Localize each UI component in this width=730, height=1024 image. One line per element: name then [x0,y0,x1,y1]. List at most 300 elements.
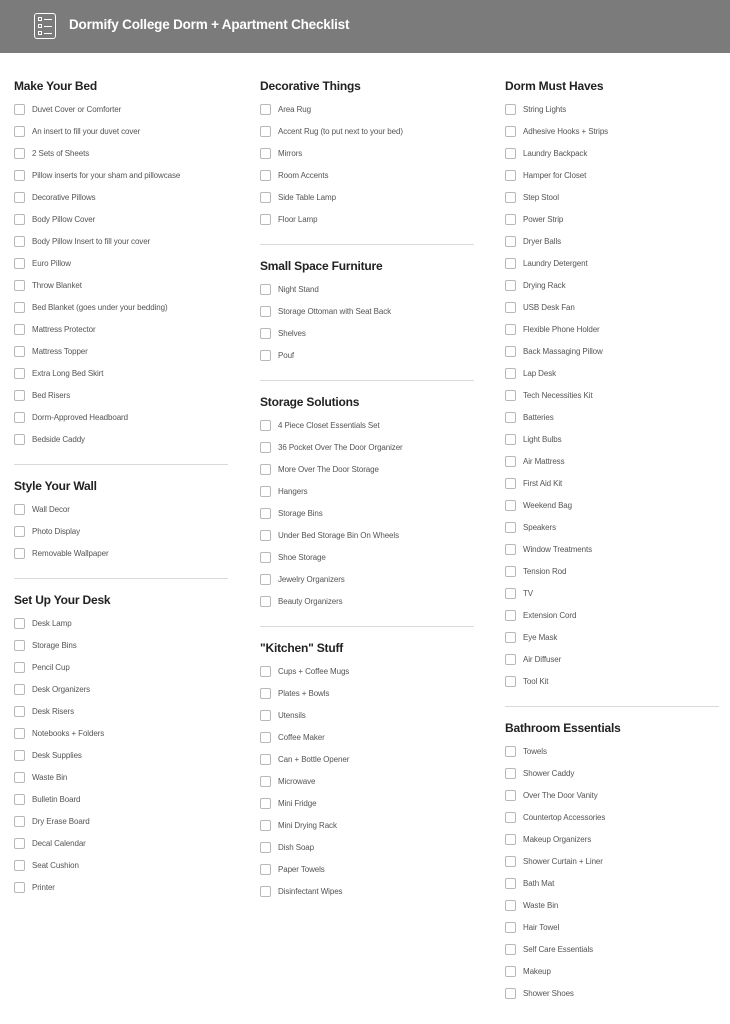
checklist-item[interactable] [14,366,103,380]
section-title-decorative-things: Decorative Things [260,79,361,93]
checklist-item[interactable] [505,744,547,758]
checklist-item[interactable] [505,586,533,600]
checklist-item[interactable] [260,550,326,564]
checklist-item[interactable] [260,840,314,854]
checklist-item[interactable] [260,818,337,832]
checkbox[interactable] [505,346,516,357]
checklist-item-label: String Lights [523,104,567,114]
checklist-item[interactable] [505,766,574,780]
checkbox[interactable] [505,768,516,779]
checkbox[interactable] [14,104,25,115]
checklist-item-label: Makeup [523,966,551,976]
checklist-item[interactable] [505,564,566,578]
checkbox[interactable] [14,390,25,401]
checklist-item-label: Shower Caddy [523,768,575,778]
checkbox[interactable] [505,214,516,225]
page-title: Dormify College Dorm + Apartment Checklist [69,17,350,32]
checkbox[interactable] [14,170,25,181]
section-divider [14,578,228,579]
checklist-item[interactable] [260,708,306,722]
checkbox[interactable] [260,596,271,607]
checklist-item-label: Eye Mask [523,632,558,642]
checkbox[interactable] [505,878,516,889]
checkbox[interactable] [14,302,25,313]
checklist-item-label: Batteries [523,412,554,422]
checklist-item[interactable] [14,682,90,696]
checklist-item[interactable] [260,506,323,520]
checklist-item-label: Seat Cushion [32,860,79,870]
checklist-item[interactable] [505,234,561,248]
checklist-item[interactable] [505,898,558,912]
checklist-item[interactable] [260,686,329,700]
checklist-item-label: Desk Organizers [32,684,91,694]
checklist-item[interactable] [260,190,336,204]
checklist-item[interactable] [14,748,82,762]
checklist-item[interactable] [505,942,593,956]
checklist-item[interactable] [14,146,89,160]
checklist-item-label: Adhesive Hooks + Strips [523,126,609,136]
checklist-item-label: Window Treatments [523,544,592,554]
checklist-item-label: Self Care Essentials [523,944,594,954]
checkbox[interactable] [505,944,516,955]
checklist-item[interactable] [505,300,575,314]
checklist-item-label: Back Massaging Pillow [523,346,603,356]
checkbox[interactable] [260,328,271,339]
checkbox[interactable] [260,420,271,431]
checklist-item[interactable] [505,810,605,824]
checkbox[interactable] [505,280,516,291]
checklist-item[interactable] [14,300,168,314]
checklist-item-label: Laundry Backpack [523,148,588,158]
checklist-item-label: Beauty Organizers [278,596,343,606]
checklist-item-label: Mattress Protector [32,324,96,334]
checklist-item[interactable] [14,502,70,516]
checklist-item-label: An insert to fill your duvet cover [32,126,141,136]
checklist-item-label: Laundry Detergent [523,258,588,268]
checklist-item[interactable] [505,388,593,402]
checklist-item-label: Pouf [278,350,295,360]
checkbox[interactable] [14,728,25,739]
checkbox[interactable] [14,214,25,225]
checklist-item[interactable] [505,454,564,468]
checkbox[interactable] [260,754,271,765]
checklist-item-label: Room Accents [278,170,329,180]
checklist-item[interactable] [14,880,55,894]
section-title-kitchen-stuff: "Kitchen" Stuff [260,641,344,655]
checklist-item[interactable] [14,212,95,226]
checkbox[interactable] [14,706,25,717]
section-title-dorm-must-haves: Dorm Must Haves [505,79,604,93]
checklist-item[interactable] [505,674,548,688]
checklist-item-label: 4 Piece Closet Essentials Set [278,420,380,430]
checklist-item[interactable] [14,726,104,740]
checklist-item-label: Area Rug [278,104,311,114]
checklist-item-label: Throw Blanket [32,280,82,290]
checkbox[interactable] [14,640,25,651]
checklist-item-label: Bulletin Board [32,794,81,804]
checklist-item-label: Dryer Balls [523,236,562,246]
checkbox[interactable] [14,618,25,629]
checkbox[interactable] [505,236,516,247]
checklist-item[interactable] [14,256,71,270]
checkbox[interactable] [505,104,516,115]
checklist-item-label: Bedside Caddy [32,434,85,444]
checkbox[interactable] [505,148,516,159]
checklist-item[interactable] [260,282,319,296]
checkbox[interactable] [505,478,516,489]
checklist-item-label: Printer [32,882,55,892]
checklist-item-label: First Aid Kit [523,478,563,488]
checkbox[interactable] [14,684,25,695]
checkbox[interactable] [260,284,271,295]
checklist-item[interactable] [505,520,556,534]
checklist-item[interactable] [14,836,86,850]
checkbox[interactable] [505,192,516,203]
checklist-item-label: Light Bulbs [523,434,562,444]
checklist-item-label: Step Stool [523,192,559,202]
checklist-item[interactable] [505,146,587,160]
checkbox[interactable] [260,192,271,203]
checklist-item-label: Shelves [278,328,306,338]
checklist-item[interactable] [505,344,603,358]
checkbox[interactable] [505,988,516,999]
checklist-item[interactable] [505,476,562,490]
checkbox[interactable] [14,148,25,159]
checklist-item-label: Mini Fridge [278,798,317,808]
checkbox[interactable] [505,258,516,269]
checkbox[interactable] [505,456,516,467]
checklist-item-label: Tension Rod [523,566,567,576]
checkbox[interactable] [14,662,25,673]
checklist-item-label: Pillow inserts for your sham and pillowcase [32,170,181,180]
checklist-item[interactable] [260,418,380,432]
checklist-item-label: More Over The Door Storage [278,464,379,474]
checkbox[interactable] [505,654,516,665]
checkbox[interactable] [260,820,271,831]
checkbox[interactable] [14,236,25,247]
checklist-item[interactable] [260,730,325,744]
checkbox[interactable] [14,434,25,445]
checkbox[interactable] [14,772,25,783]
checkbox[interactable] [14,324,25,335]
checkbox[interactable] [505,632,516,643]
checklist-item-label: Bed Blanket (goes under your bedding) [32,302,168,312]
checkbox[interactable] [14,368,25,379]
checkbox[interactable] [260,688,271,699]
checkbox[interactable] [14,838,25,849]
section-title-style-your-wall: Style Your Wall [14,479,97,493]
checklist-item[interactable] [14,524,80,538]
checklist-item-label: Coffee Maker [278,732,325,742]
checkbox[interactable] [505,544,516,555]
checklist-item[interactable] [260,484,308,498]
checkbox[interactable] [260,508,271,519]
checklist-item[interactable] [14,234,150,248]
checkbox[interactable] [260,710,271,721]
checklist-item-label: Microwave [278,776,316,786]
checkbox[interactable] [14,346,25,357]
checklist-item-label: Hamper for Closet [523,170,587,180]
checkbox[interactable] [505,500,516,511]
checkbox[interactable] [505,900,516,911]
checklist-item-label: Countertop Accessories [523,812,606,822]
checkbox[interactable] [260,464,271,475]
checkbox[interactable] [260,104,271,115]
checklist-item[interactable] [14,660,70,674]
checklist-item[interactable] [260,348,294,362]
checklist-item-label: Night Stand [278,284,319,294]
checklist-item[interactable] [14,704,74,718]
checkbox[interactable] [260,350,271,361]
checkbox[interactable] [505,302,516,313]
checklist-item[interactable] [14,792,80,806]
checklist-item[interactable] [505,608,576,622]
checklist-item[interactable] [260,796,316,810]
checkbox[interactable] [505,368,516,379]
checklist-item[interactable] [14,814,90,828]
section-title-make-your-bed: Make Your Bed [14,79,97,93]
checkbox[interactable] [505,126,516,137]
checkbox[interactable] [505,588,516,599]
checklist-item-label: Weekend Bag [523,500,573,510]
checklist-item-label: Storage Bins [32,640,77,650]
checkbox[interactable] [260,126,271,137]
checklist-item[interactable] [505,278,565,292]
checklist-item-label: Desk Supplies [32,750,82,760]
checkbox[interactable] [505,324,516,335]
checklist-item-label: Makeup Organizers [523,834,592,844]
checkbox[interactable] [260,886,271,897]
section-title-set-up-your-desk: Set Up Your Desk [14,593,111,607]
checklist-item-label: Bath Mat [523,878,555,888]
checkbox[interactable] [260,214,271,225]
checklist-item[interactable] [505,432,561,446]
checkbox[interactable] [505,566,516,577]
checklist-item[interactable] [505,190,559,204]
checklist-item[interactable] [14,344,88,358]
checklist-item[interactable] [505,652,561,666]
checklist-item[interactable] [260,594,343,608]
checklist-item-label: Shower Shoes [523,988,574,998]
checkbox[interactable] [260,552,271,563]
checklist-item-label: TV [523,588,534,598]
checklist-item-label: Speakers [523,522,556,532]
checkbox[interactable] [505,390,516,401]
section-divider [505,706,719,707]
checkbox[interactable] [260,864,271,875]
checkbox[interactable] [14,192,25,203]
checkbox[interactable] [505,676,516,687]
checkbox[interactable] [260,148,271,159]
checkbox[interactable] [260,306,271,317]
checklist-item-label: Floor Lamp [278,214,318,224]
checkbox[interactable] [260,842,271,853]
checkbox[interactable] [505,170,516,181]
checkbox[interactable] [14,860,25,871]
checklist-item-label: Hair Towel [523,922,560,932]
checklist-item-label: Hangers [278,486,308,496]
checklist-item[interactable] [505,256,588,270]
checklist-item[interactable] [260,774,315,788]
checklist-item[interactable] [505,212,563,226]
checkbox[interactable] [505,856,516,867]
checklist-item-label: Side Table Lamp [278,192,336,202]
checklist-item[interactable] [505,102,566,116]
checkbox[interactable] [260,666,271,677]
checklist-item[interactable] [14,858,79,872]
checkbox[interactable] [260,530,271,541]
checkbox[interactable] [260,776,271,787]
checklist-item[interactable] [260,862,325,876]
checklist-item[interactable] [505,410,554,424]
checklist-item[interactable] [260,440,403,454]
checklist-item[interactable] [14,168,180,182]
checkbox[interactable] [505,746,516,757]
checklist-item[interactable] [260,884,342,898]
checklist-item-label: Accent Rug (to put next to your bed) [278,126,403,136]
checklist-item-label: Waste Bin [32,772,68,782]
section-title-small-space-furniture: Small Space Furniture [260,259,383,273]
checklist-item[interactable] [505,124,608,138]
checklist-item-label: Pencil Cup [32,662,70,672]
checkbox[interactable] [14,882,25,893]
checklist-item-label: Paper Towels [278,864,325,874]
checklist-item[interactable] [505,366,556,380]
checklist-item-label: Removable Wallpaper [32,548,109,558]
checkbox[interactable] [505,610,516,621]
checklist-item-label: Euro Pillow [32,258,71,268]
checklist-item[interactable] [505,630,557,644]
checklist-item[interactable] [14,278,82,292]
checklist-item-label: Shower Curtain + Liner [523,856,603,866]
checklist-item[interactable] [260,212,317,226]
section-title-bathroom-essentials: Bathroom Essentials [505,721,621,735]
checkbox[interactable] [505,522,516,533]
checklist-item[interactable] [505,498,572,512]
checkbox[interactable] [14,258,25,269]
checklist-item-label: 36 Pocket Over The Door Organizer [278,442,403,452]
checkbox[interactable] [14,750,25,761]
checklist-item-label: Mirrors [278,148,303,158]
checklist-item[interactable] [260,124,403,138]
checklist-item[interactable] [260,102,311,116]
checklist-item-label: Flexible Phone Holder [523,324,600,334]
checkbox[interactable] [260,170,271,181]
checklist-item-label: Cups + Coffee Mugs [278,666,350,676]
section-divider [260,626,474,627]
checklist-item[interactable] [260,146,302,160]
checkbox[interactable] [14,526,25,537]
checklist-item-label: Towels [523,746,547,756]
checkbox[interactable] [260,442,271,453]
checklist-item[interactable] [14,432,85,446]
checklist-item-label: Mattress Topper [32,346,88,356]
checklist-item[interactable] [260,572,345,586]
checkbox[interactable] [260,574,271,585]
checklist-item-label: USB Desk Fan [523,302,575,312]
checklist-item-label: Tech Necessities Kit [523,390,593,400]
section-divider [260,244,474,245]
checklist-item-label: Wall Decor [32,504,70,514]
checkbox[interactable] [14,126,25,137]
checkbox[interactable] [14,504,25,515]
checklist-item-label: Lap Desk [523,368,556,378]
checkbox[interactable] [260,486,271,497]
checklist-item-label: Body Pillow Insert to fill your cover [32,236,151,246]
checklist-item-label: Power Strip [523,214,564,224]
checklist-item-label: Bed Risers [32,390,71,400]
checklist-item[interactable] [505,832,591,846]
checklist-item[interactable] [505,788,598,802]
checklist-item-label: Tool Kit [523,676,549,686]
checklist-item-label: Jewelry Organizers [278,574,345,584]
checkbox[interactable] [14,816,25,827]
checklist-item[interactable] [14,322,96,336]
checklist-item[interactable] [505,168,586,182]
checkbox[interactable] [505,812,516,823]
checklist-item-label: Desk Risers [32,706,75,716]
checkbox[interactable] [14,280,25,291]
checklist-item-label: Disinfectant Wipes [278,886,343,896]
checklist-item[interactable] [505,964,551,978]
checklist-item-label: Air Mattress [523,456,565,466]
checklist-item[interactable] [260,752,349,766]
checklist-item[interactable] [14,102,121,116]
checklist-item[interactable] [14,770,67,784]
checkbox[interactable] [505,790,516,801]
checklist-item[interactable] [505,854,603,868]
checklist-item[interactable] [14,124,140,138]
checkbox[interactable] [260,798,271,809]
checklist-item[interactable] [14,638,77,652]
checklist-item[interactable] [260,168,328,182]
checklist-item[interactable] [14,388,70,402]
checklist-item-label: Over The Door Vanity [523,790,598,800]
checklist-item-label: 2 Sets of Sheets [32,148,90,158]
checklist-item-label: Utensils [278,710,306,720]
checklist-item[interactable] [505,322,600,336]
checklist-item[interactable] [260,326,306,340]
checklist-item[interactable] [505,986,574,1000]
checklist-item[interactable] [14,410,128,424]
checklist-item[interactable] [505,920,559,934]
checklist-item[interactable] [260,304,391,318]
checkbox[interactable] [14,794,25,805]
checklist-item-label: Photo Display [32,526,81,536]
page-header [0,0,730,53]
checkbox[interactable] [14,412,25,423]
checklist-item[interactable] [14,190,96,204]
checkbox[interactable] [505,834,516,845]
checklist-item[interactable] [260,528,399,542]
checkbox[interactable] [505,434,516,445]
checkbox[interactable] [505,922,516,933]
checkbox[interactable] [260,732,271,743]
checklist-item-label: Storage Ottoman with Seat Back [278,306,392,316]
checkbox[interactable] [505,966,516,977]
checklist-item[interactable] [505,876,554,890]
checklist-item[interactable] [505,542,592,556]
checklist-item-label: Mini Drying Rack [278,820,337,830]
checklist-item-label: Shoe Storage [278,552,326,562]
checklist-item[interactable] [14,616,72,630]
checkbox[interactable] [505,412,516,423]
checkbox[interactable] [14,548,25,559]
checklist-item[interactable] [260,664,349,678]
checklist-item-label: Dish Soap [278,842,315,852]
checklist-item[interactable] [260,462,379,476]
checklist-item[interactable] [14,546,109,560]
